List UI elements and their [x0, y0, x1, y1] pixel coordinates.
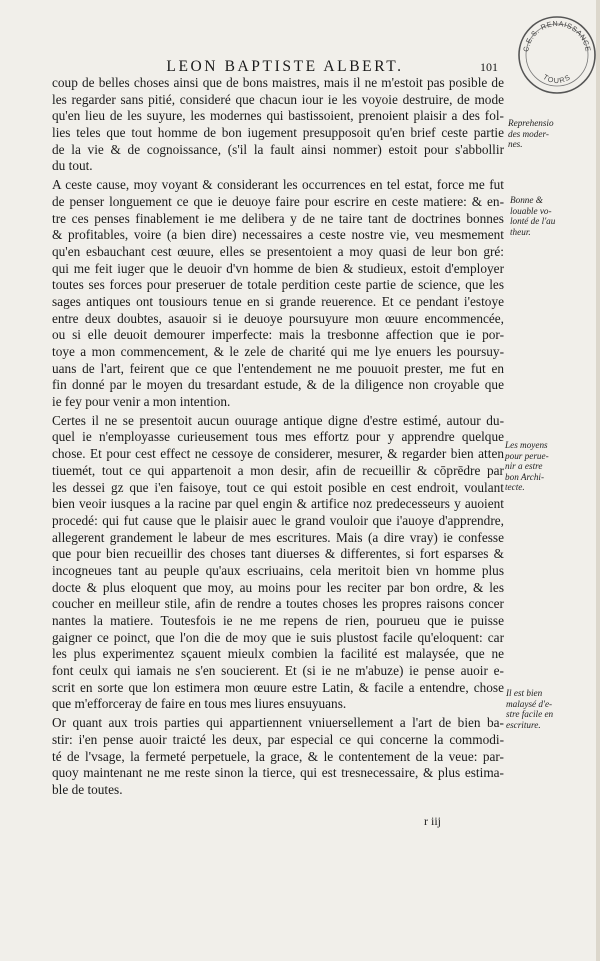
- text-line: quoy maintenant ne me reste sinon la tierce, qui est tresnecessaire, & plus estima-: [52, 765, 504, 781]
- margin-note-line: malaysé d'e-: [506, 698, 553, 709]
- margin-note-3: [505, 440, 549, 493]
- margin-note-line: bon Archi-: [505, 471, 545, 482]
- text-line: allegerent grandement le labeur de mes escritures. Mais (a dire vray) ie confesse: [52, 529, 504, 545]
- text-line: uans de l'art, feirent que ce que l'entendement ne me pouuoit prester, me fut en: [52, 360, 504, 376]
- text-line: qu'en lieu de les suyure, les modernes qui bastissoient, prenoient plaisir a des fol-: [52, 108, 504, 124]
- margin-note-2: [510, 195, 555, 237]
- text-line: toye a mon commencement, & le zele de charité qui me lye enuers les poursuy-: [52, 344, 504, 359]
- text-line: du tout.: [52, 158, 93, 174]
- text-line: docte & plus eloquent que moy, au moins pour les reciter par bon ordre, & les: [52, 579, 504, 595]
- text-line: que pour bien recueillir des choses tant diuerses & differentes, si fort esparses &: [52, 546, 504, 562]
- text-line: fin donné par le moyen du tresardant estude, & de la diligence non croyable que: [52, 377, 504, 393]
- text-line: les plus experimentez sçauent mieulx combien la facilité est malaysée, que ne: [52, 646, 504, 662]
- page-edge: [596, 0, 600, 961]
- text-line: scrit en sorte que lon estimera mon œuure estre Latin, & facile a entendre, chose: [52, 679, 504, 695]
- text-line: de penser longuement ce que ie deuoye faire pour escrire en ceste matiere: & en-: [52, 193, 504, 209]
- margin-note-line: Reprehensio: [508, 118, 554, 128]
- text-line: nantes la matiere. Toutesfois ie ne me repens de rien, pourueu que ie puisse: [52, 613, 504, 628]
- margin-note-line: nir a estre: [505, 461, 543, 472]
- text-line: procedé: qui fut cause que le plaisir auec le grand vouloir que i'auoye d'apprendre,: [52, 512, 504, 528]
- margin-note-line: escriture.: [506, 719, 541, 730]
- text-line: sages antiques ont tousiours tenue en si grande reuerence. Et ce pendant i'estoye: [52, 293, 504, 309]
- text-line: ble de toutes.: [52, 781, 123, 797]
- text-line: qui me feit iuger que le deuoir d'vn homme de bien & studieux, estoit d'employer: [52, 260, 504, 276]
- margin-note-line: stre facile en: [506, 709, 554, 720]
- text-line: ie fey pour venir a mon intention.: [52, 394, 231, 410]
- paragraph-4: [52, 715, 504, 798]
- margin-note-4: [506, 688, 553, 730]
- margin-note-line: pour perue-: [505, 450, 549, 461]
- margin-note-line: nes.: [508, 139, 523, 150]
- text-line: gaigner ce poinct, que l'on die de moy que ie suis plustost facile qu'eloquent: car: [52, 629, 504, 645]
- text-line: ou si elle deuoit demourer imperfecte: mais la tresbonne affection que ie por-: [52, 327, 504, 343]
- text-line: stir: i'en pense auoir traicté les deux, par especial ce qui concerne la commodi-: [52, 731, 504, 747]
- text-line: entre deux doubtes, asauoir si ie deuoye poursuyure mon œuure encommencée,: [52, 310, 504, 326]
- margin-note-line: louable vo-: [510, 205, 552, 216]
- library-stamp-icon: [516, 14, 598, 96]
- text-line: tiuemét, tout ce qui appartenoit a mon desir, afin de recueillir & cōprēdre par: [52, 462, 504, 478]
- text-line: A ceste cause, moy voyant & considerant les occurrences en tel estat, force me fut: [52, 177, 504, 193]
- text-line: lies teles que tout homme de bon iugement presupposoit qu'en brief ceste partie: [52, 125, 504, 141]
- text-line: & profitables, voire (a bien dire) necessaires a ceste nostre vie, veu mesmement: [52, 227, 504, 243]
- text-line: que m'efforceray de faire en tous mes liures ensuyuans.: [52, 696, 347, 712]
- text-line: de la vie & de cognoissance, (s'il la fault ainsi nommer) estoit pour s'abbollir: [52, 141, 504, 157]
- running-head: LEON BAPTISTE ALBERT.: [166, 58, 404, 75]
- text-line: Or quant aux trois parties qui appartiennent vniuersellement a l'art de bien ba-: [52, 715, 504, 731]
- margin-note-line: Les moyens: [505, 440, 548, 450]
- paragraph-1: [52, 75, 504, 175]
- margin-note-line: theur.: [510, 226, 531, 237]
- text-line: coucher en meilleur stile, afin de rendre a toutes choses les propres raisons concer: [52, 596, 504, 612]
- margin-note-line: des moder-: [508, 128, 549, 139]
- paragraph-2: [52, 177, 504, 411]
- margin-note-line: tecte.: [505, 482, 525, 493]
- text-line: incogneues tant au peuple qu'aux escriuains, cela meritoit bien vn homme plus: [52, 562, 504, 578]
- stamp-text-bottom: TOURS: [541, 72, 573, 86]
- text-line: Certes il ne se presentoit aucun ouurage antique digne d'estre estimé, autour du-: [52, 412, 504, 428]
- margin-note-line: Bonne &: [510, 195, 543, 205]
- paragraph-3: [52, 413, 504, 713]
- svg-text:TOURS: [541, 72, 572, 85]
- body-text: [52, 75, 504, 799]
- text-line: tre ces penses finablement ie me delibera y de ne taire tant de doctrines bonnes: [52, 210, 504, 226]
- text-line: té de l'vsage, la fermeté perpetuele, la grace, & le contentement de la veue: par-: [52, 748, 504, 764]
- text-line: coup de belles choses ainsi que de bons maistres, mais il ne m'estoit pas posible de: [52, 75, 504, 90]
- text-line: bien veoir iusques a la racine par quel engin & artifice noz predecesseurs y auoient: [52, 496, 504, 512]
- text-line: chose. Et pour cest effect ne cessoye de considerer, mesurer, & regarder bien atten: [52, 446, 504, 462]
- text-line: font ceulx qui iamais ne s'en soucierent. Et (si ie ne m'abuze) ie pense auoir e-: [52, 663, 504, 679]
- signature-mark: r iij: [424, 814, 441, 828]
- text-line: toutes ses forces pour preseruer de totale perdition ceste partie de science, que les: [52, 277, 504, 293]
- text-line: les regarder sans pitié, consideré que chacun iour ie les voyoie destruire, de mode: [52, 91, 504, 107]
- text-line: quel ie n'employasse curieusement tous mes effortz pour y apprendre quelque: [52, 429, 504, 445]
- stamp-text-top: C.E.S. RENAISSANCE: [521, 18, 593, 53]
- margin-note-1: [508, 118, 554, 150]
- text-line: qu'en esbauchant cest œuure, elles se presentoient a moy quasi de leur bon gré:: [52, 243, 504, 259]
- svg-text:C.E.S. RENAISSANCE: [521, 19, 593, 53]
- page-number: 101: [480, 60, 498, 74]
- margin-note-line: lonté de l'au: [510, 216, 556, 227]
- text-line: les dessei gz que i'en faisoye, tout ce qui estoit posible en cest endroit, voulant: [52, 479, 504, 495]
- margin-note-line: Il est bien: [506, 688, 543, 698]
